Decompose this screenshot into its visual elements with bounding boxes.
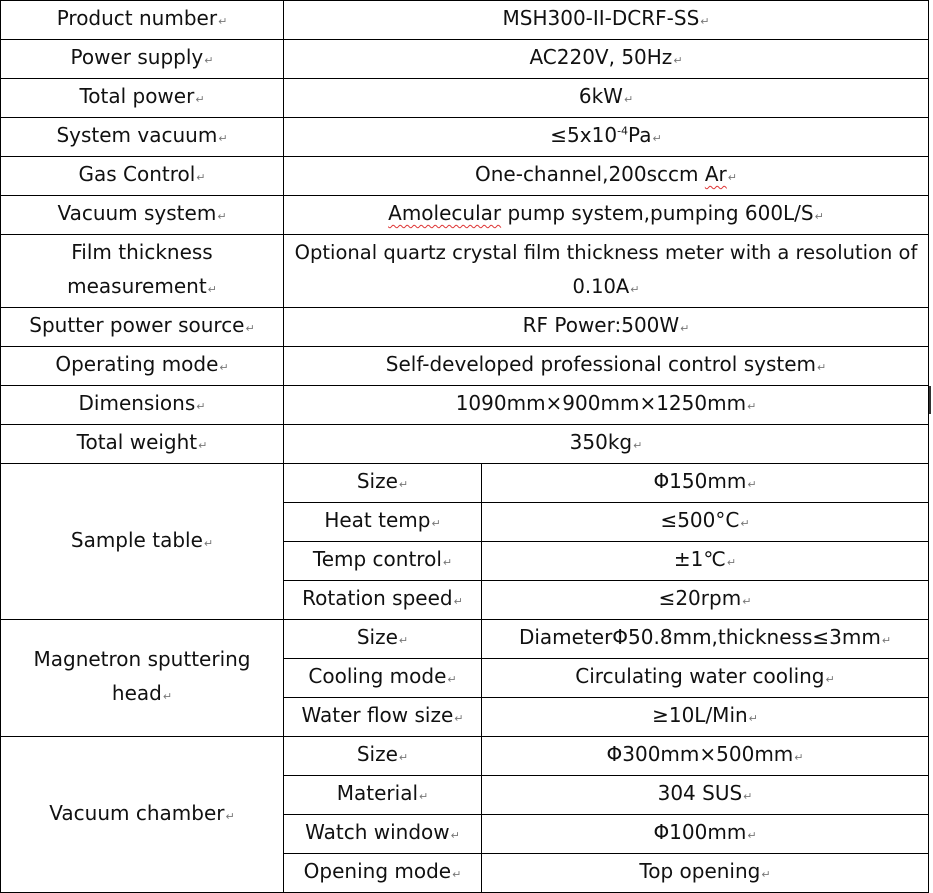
sub-value: DiameterΦ50.8mm,thickness≤3mm↵ [482,620,929,659]
sub-value: Φ100mm↵ [482,815,929,854]
sub-label: Cooling mode↵ [284,659,482,698]
sub-value: Circulating water cooling↵ [482,659,929,698]
row-label: Vacuum system↵ [1,196,284,235]
sub-label: Temp control↵ [284,542,482,581]
sub-value: Top opening↵ [482,854,929,893]
table-row [1,235,929,308]
sub-value: 304 SUS↵ [482,776,929,815]
group-label: Sample table↵ [1,464,284,620]
sub-value: Φ300mm×500mm↵ [482,737,929,776]
row-value: Amolecular pump system,pumping 600L/S↵ [284,196,929,235]
row-value: 350kg↵ [284,425,929,464]
sub-label: Size↵ [284,464,482,503]
sub-value: Φ150mm↵ [482,464,929,503]
sub-value: ≤20rpm↵ [482,581,929,620]
table-row [1,425,929,464]
sub-label: Water flow size↵ [284,698,482,737]
sub-value: ≤500°C↵ [482,503,929,542]
row-label: Gas Control↵ [1,157,284,196]
sub-value: ≥10L/Min↵ [482,698,929,737]
table-row [1,737,929,776]
row-label: Product number↵ [1,1,284,40]
row-label: System vacuum↵ [1,118,284,157]
sub-label: Rotation speed↵ [284,581,482,620]
row-label: Power supply↵ [1,40,284,79]
sub-value: ±1℃↵ [482,542,929,581]
table-row [1,464,929,503]
table-row [1,118,929,157]
row-label: Total weight↵ [1,425,284,464]
sub-label: Size↵ [284,737,482,776]
cell-boundary-marker [929,386,931,414]
row-label: Operating mode↵ [1,347,284,386]
table-row [1,40,929,79]
row-value: 6kW↵ [284,79,929,118]
sub-label: Heat temp↵ [284,503,482,542]
table-row [1,196,929,235]
table-row [1,157,929,196]
group-label: Magnetron sputtering head↵ [1,620,284,737]
row-value: RF Power:500W↵ [284,308,929,347]
row-value: $\le 5x10^{-4}Pa↵$ [284,118,929,157]
sub-label: Opening mode↵ [284,854,482,893]
row-label: Sputter power source↵ [1,308,284,347]
row-value: Optional quartz crystal film thickness meter with a resolution of 0.10A↵ [284,235,929,308]
row-label: Film thickness measurement↵ [1,235,284,308]
row-value: MSH300-II-DCRF-SS↵ [284,1,929,40]
table-row [1,1,929,40]
table-row [1,79,929,118]
row-value: One-channel,200sccm Ar↵ [284,157,929,196]
sub-label: Size↵ [284,620,482,659]
group-label: Vacuum chamber↵ [1,737,284,893]
table-row [1,620,929,659]
sub-label: Material↵ [284,776,482,815]
row-value: AC220V, 50Hz↵ [284,40,929,79]
row-label: Total power↵ [1,79,284,118]
row-value: 1090mm×900mm×1250mm↵ [284,386,929,425]
table-row [1,347,929,386]
table-row [1,308,929,347]
row-label: Dimensions↵ [1,386,284,425]
row-value: Self-developed professional control system↵ [284,347,929,386]
table-row [1,386,929,425]
sub-label: Watch window↵ [284,815,482,854]
